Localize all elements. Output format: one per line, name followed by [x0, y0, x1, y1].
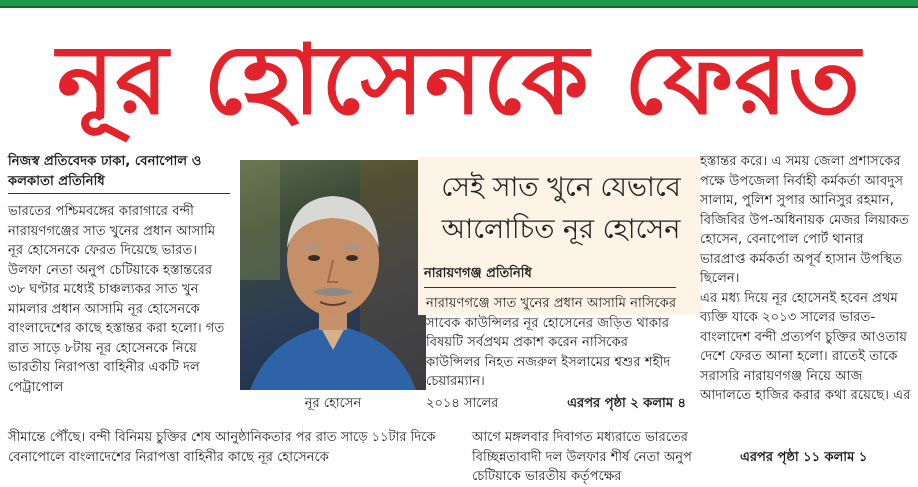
top-green-rule — [0, 6, 918, 8]
byline: নিজস্ব প্রতিবেদক ঢাকা, বেনাপোল ও কলকাতা প্রতিনিধি — [8, 152, 230, 194]
sidebar-box — [418, 157, 702, 315]
bottom-text-left: সীমান্তে পৌঁছে। বন্দী বিনিময় চুক্তির শেষ আনুষ্ঠানিকতার পর রাত সাড়ে ১১টার দিকে বেনাপোলে বাংলাদেশের নিরাপত্তা বাহিনীর কাছে নূর হোসেনকে — [8, 430, 436, 465]
article-body: ভারতের পশ্চিমবঙ্গের কারাগারে বন্দী নারায়ণগঞ্জের সাত খুনের প্রধান আসামি নূর হোসেনকে ফেরত দিয়েছে ভারত। উলফা নেতা অনুপ চেটিয়াকে হস্তান্তরের ৩৮ ঘণ্টার মধ্যেই চাঞ্চল্যকর সাত খুন মামলার প্রধান আসামি নূর হোসেনকে বাংলাদেশের কাছে হস্তান্তর করা হলো। গত রাত সাড়ে ৮টায় নূর হোসেনকে নিয়ে ভারতীয় নিরাপত্তা বাহিনীর একটি দল পেট্রাপোল — [8, 204, 225, 395]
headline: নূর হোসেনকে ফেরত — [56, 24, 862, 136]
sidebar-foot-text: ২০১৪ সালের — [426, 396, 499, 411]
article-column-3 — [700, 152, 912, 406]
sidebar-byline: নারায়ণগঞ্জ প্রতিনিধি — [424, 264, 676, 288]
sidebar-body: নারায়ণগঞ্জে সাত খুনের প্রধান আসামি নাসিকের সাবেক কাউন্সিলর নূর হোসেনের জড়িত থাকার বিষয়টি সর্বপ্রথম প্রকাশ করেন নাসিকের কাউন্সিলর নিহত নজরুল ইসলামের শ্বশুর শহীদ চেয়ারম্যান। — [426, 296, 677, 389]
bottom-jump-link[interactable]: এরপর পৃষ্ঠা ১১ কলাম ১ — [740, 450, 868, 465]
portrait-illustration — [240, 160, 426, 390]
portrait-photo — [240, 160, 426, 390]
sidebar-jump-link[interactable]: এরপর পৃষ্ঠা ২ কলাম ৪ — [567, 396, 686, 411]
article-body-3a: হস্তান্তর করে। এ সময় জেলা প্রশাসকের পক্ষে উপজেলা নির্বাহী কর্মকর্তা আবদুস সালাম, পুলিশ সুপার আনিসুর রহমান, বিজিবির উপ-অধিনায়ক মেজর লিয়াকত হোসেন, বেনাপোল পোর্ট থানার ভারপ্রাপ্ত কর্মকর্তা অপূর্ব হাসান উপস্থিত ছিলেন। — [700, 154, 909, 286]
article-column-1 — [8, 152, 230, 397]
sidebar-title: সেই সাত খুনে যেভাবে আলোচিত নূর হোসেন — [441, 172, 681, 245]
photo-caption: নূর হোসেন — [304, 396, 362, 411]
sidebar-footer — [426, 394, 686, 415]
article-body-3b: এর মধ্য দিয়ে নূর হোসেনই হবেন প্রথম ব্যক্তি যাকে ২০১৩ সালের ভারত-বাংলাদেশ বন্দী প্রত্যর্পণ চুক্তির আওতায় দেশে ফেরত আনা হলো। রাতেই তাকে সরাসরি নারায়ণগঞ্জ নিয়ে আজ আদালতে হাজির করার কথা রয়েছে। এর — [700, 290, 911, 403]
bottom-text-middle: আগে মঙ্গলবার দিবাগত মধ্যরাতে ভারতের বিচ্ছিন্নতাবাদী দল উলফার শীর্ষ নেতা অনুপ চেটিয়াকে ভারতীয় কর্তৃপক্ষের — [472, 430, 692, 484]
